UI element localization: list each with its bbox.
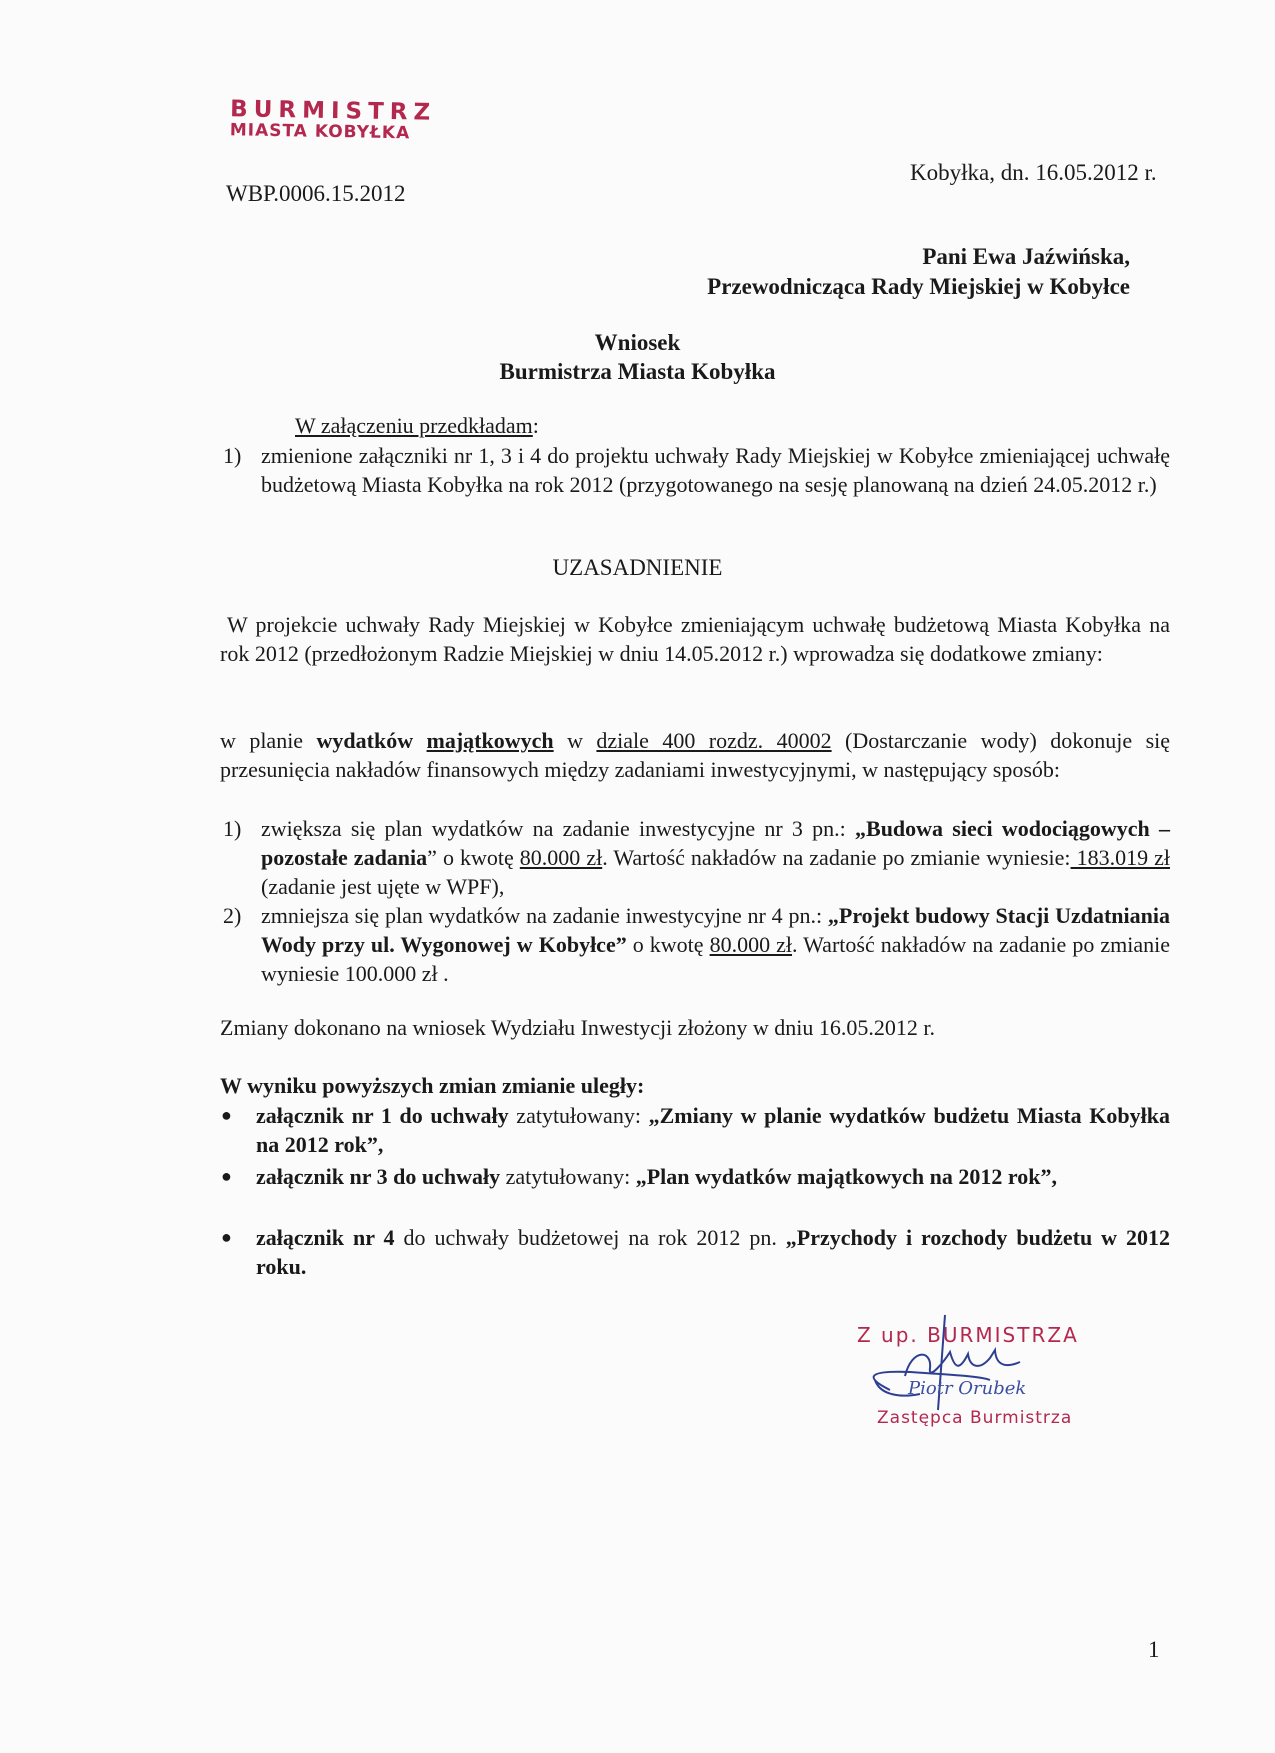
change-1-t3: ” o kwotę [427, 845, 520, 870]
change-2-t1: zmniejsza się plan wydatków na zadanie inwestycyjne nr 4 pn.: [261, 903, 828, 928]
change-2-t3: o kwotę [626, 932, 710, 957]
reference-number: WBP.0006.15.2012 [226, 181, 406, 206]
attachments-intro-text: W załączeniu przedkładam [295, 413, 533, 438]
addressee-title: Przewodnicząca Rady Miejskiej w Kobyłce [707, 274, 1130, 299]
justification-paragraph: W projekcie uchwały Rady Miejskiej w Kobyłce zmieniającym uchwałę budżetową Miasta Kobyłka na rok 2012 (przedłożonym Radzie Miejskiej w dniu 14.05.2012 r.) wprowadza się dodatkowe zmiany: [220, 612, 1170, 666]
attachment-item-text: zmienione załączniki nr 1, 3 i 4 do projektu uchwały Rady Miejskiej w Kobyłce zmieniającej uchwałę budżetową Miasta Kobyłka na rok 2012 (przygotowanego na sesję planowaną na dzień 24.05.2012 r.) [261, 443, 1170, 497]
result-1 [256, 1101, 1170, 1159]
signature-stamp-top: Z up. BURMISTRZA [857, 1323, 1079, 1347]
plan-text-3 [413, 728, 426, 753]
plan-text-1: w planie [220, 728, 317, 753]
change-2-t2: „Projekt budowy Stacji Uzdatniania Wody przy ul. Wygonowej w Kobyłce” [261, 903, 1170, 957]
change-2-text [261, 901, 1170, 988]
signature-role: Zastępca Burmistrza [877, 1408, 1073, 1428]
changes-note: Zmiany dokonano na wniosek Wydziału Inwestycji złożony w dniu 16.05.2012 r. [220, 1015, 935, 1040]
change-1-t1: zwiększa się plan wydatków na zadanie inwestycyjne nr 3 pn.: [261, 816, 856, 841]
result-1-bold-2: „Zmiany w planie wydatków budżetu Miasta Kobyłka na 2012 rok”, [256, 1103, 1171, 1157]
signature-name: Piotr Orubek [908, 1378, 1027, 1399]
result-2-bold-1: załącznik nr 3 do uchwały [256, 1164, 501, 1189]
subject-line-1: Wniosek [594, 330, 681, 355]
attachment-item-number: 1) [223, 443, 242, 468]
change-1-text [261, 814, 1170, 901]
plan-text-5: w [553, 728, 597, 753]
plan-text-2: wydatków [316, 728, 414, 753]
stamp-line-2: MIASTA KOBYŁKA [229, 120, 411, 144]
result-3-bold-1: załącznik nr 4 [256, 1225, 395, 1250]
change-2-t4: 80.000 zł [709, 932, 793, 957]
justification-heading: UZASADNIENIE [552, 555, 723, 580]
change-1-t6: 183.019 zł [1070, 845, 1170, 870]
change-1-t5: . Wartość nakładów na zadanie po zmianie wyniesie: [602, 845, 1071, 870]
change-1-t7: (zadanie jest ujęte w WPF), [261, 874, 505, 899]
addressee-name: Pani Ewa Jaźwińska, [922, 244, 1130, 269]
change-2-t5: . Wartość nakładów na zadanie po zmianie wyniesie 100.000 zł . [261, 932, 1170, 986]
result-1-bold-1: załącznik nr 1 do uchwały [256, 1103, 509, 1128]
place-date: Kobyłka, dn. 16.05.2012 r. [910, 160, 1157, 185]
attachments-intro-colon: : [532, 413, 539, 438]
handwritten-signature [850, 1310, 1080, 1415]
result-2-bold-2: „Plan wydatków majątkowych na 2012 rok”, [635, 1164, 1058, 1189]
change-1-t2: „Budowa sieci wodociągowych – pozostałe zadania [261, 816, 1170, 870]
mayor-stamp [230, 96, 437, 144]
plan-text-4: majątkowych [426, 728, 554, 753]
change-1-t4: 80.000 zł [519, 845, 603, 870]
plan-paragraph [220, 726, 1170, 784]
result-1-bullet: ● [221, 1105, 232, 1125]
result-2-plain: zatytułowany: [500, 1164, 636, 1189]
attachments-intro [295, 411, 539, 440]
change-2-number: 2) [223, 903, 242, 928]
result-2-bullet: ● [221, 1166, 232, 1186]
change-1-number: 1) [223, 816, 242, 841]
result-3 [256, 1223, 1170, 1281]
result-2 [256, 1162, 1170, 1191]
plan-text-6: dziale 400 rozdz. 40002 [596, 728, 832, 753]
result-heading: W wyniku powyższych zmian zmianie uległy: [220, 1073, 645, 1098]
stamp-line-1: BURMISTRZ [229, 96, 437, 126]
result-1-plain: zatytułowany: [508, 1103, 649, 1128]
plan-text-7: (Dostarczanie wody) dokonuje się przesunięcia nakładów finansowych między zadaniami inwestycyjnymi, w następujący sposób: [220, 728, 1171, 782]
result-3-bullet: ● [221, 1227, 232, 1247]
subject-line-2: Burmistrza Miasta Kobyłka [499, 359, 776, 384]
result-3-bold-2: „Przychody i rozchody budżetu w 2012 roku. [256, 1225, 1170, 1279]
page-number: 1 [1148, 1637, 1160, 1662]
result-3-plain: do uchwały budżetowej na rok 2012 pn. [394, 1225, 786, 1250]
